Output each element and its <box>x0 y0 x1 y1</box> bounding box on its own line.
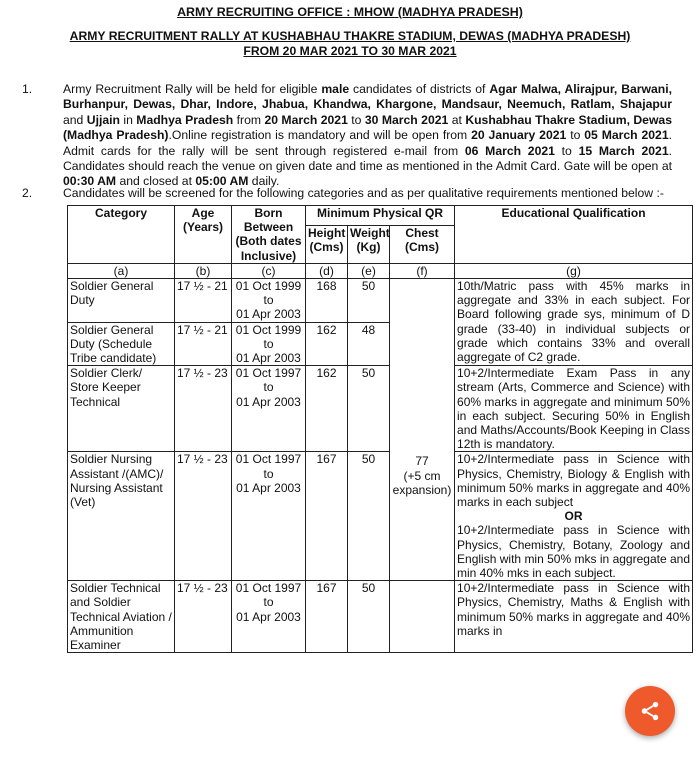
education-or: OR <box>564 509 583 524</box>
chest-cell-empty <box>390 581 455 653</box>
text-run: and <box>63 112 87 127</box>
height-cell: 162 <box>306 366 348 452</box>
born-until: 01 Apr 2003 <box>236 480 301 495</box>
category-cell: Soldier Clerk/ Store Keeper Technical <box>68 366 175 452</box>
column-letter-row <box>68 263 693 278</box>
share-icon <box>639 700 661 722</box>
table-row <box>68 366 693 452</box>
header-category: Category <box>68 206 175 264</box>
table-header-row <box>68 206 693 226</box>
chest-cell <box>390 279 455 581</box>
height-cell: 167 <box>306 452 348 581</box>
text-run: candidates of districts of <box>349 82 490 96</box>
text-bold: male <box>321 82 350 96</box>
height-cell: 167 <box>306 581 348 653</box>
born-until: 01 Apr 2003 <box>236 609 301 624</box>
text-run: . Admit cards for the rally will be sent through registered e-mail from <box>63 128 672 158</box>
header-weight: Weight (Kg) <box>348 225 390 263</box>
header-born: Born Between (Both dates Inclusive) <box>232 206 306 264</box>
text-bold: Ujjain <box>86 112 120 127</box>
text-run: .Online registration is mandatory and will be open from <box>168 128 472 143</box>
paragraph-number: 1. <box>22 82 33 96</box>
rally-venue-bold: Kushabhau Thakre Stadium, Dewas (Madhya Pradesh) <box>63 112 672 143</box>
rally-end-date: 30 March 2021 <box>364 112 449 127</box>
table-row <box>68 581 693 653</box>
age-cell: 17 ½ - 21 <box>175 322 232 366</box>
text-run: and closed at <box>116 174 196 189</box>
born-until: 01 Apr 2003 <box>236 351 301 366</box>
category-cell: Soldier Nursing Assistant /(AMC)/ Nursing Assistant (Vet) <box>68 452 175 581</box>
born-cell <box>232 452 306 581</box>
born-cell <box>232 279 306 323</box>
born-from: 01 Oct 1999 <box>235 322 302 337</box>
letter-cell: (d) <box>306 263 348 278</box>
text-run: Army Recruitment Rally will be held for eligible <box>63 82 322 96</box>
text-bold: Madhya Pradesh <box>136 112 234 127</box>
text-run: daily. <box>248 174 280 189</box>
age-cell: 17 ½ - 23 <box>175 452 232 581</box>
category-cell: Soldier General Duty (Schedule Tribe candidate) <box>68 322 175 366</box>
weight-cell: 50 <box>348 581 390 653</box>
born-to-word: to <box>263 380 274 395</box>
header-age: Age (Years) <box>175 206 232 264</box>
paragraph-1 <box>22 82 672 190</box>
letter-cell: (e) <box>348 263 390 278</box>
education-option-a: 10+2/Intermediate pass in Science with Physics, Chemistry, Biology & English with minimum 50% marks in aggregate and 40% marks in each subject <box>457 452 691 510</box>
gate-open-time: 00:30 AM <box>63 174 117 189</box>
born-from: 01 Oct 1997 <box>235 452 302 467</box>
letter-cell: (f) <box>390 263 455 278</box>
qualification-table <box>67 205 693 653</box>
header-min-physical: Minimum Physical QR <box>306 206 455 226</box>
weight-cell: 48 <box>348 322 390 366</box>
born-cell <box>232 366 306 452</box>
born-to-word: to <box>263 293 274 308</box>
header-chest: Chest (Cms) <box>390 225 455 263</box>
office-title: ARMY RECRUITING OFFICE : MHOW (MADHYA PRADESH) <box>177 5 523 19</box>
rally-start-date: 20 March 2021 <box>264 112 348 127</box>
text-run: . Candidates should reach the venue on given date and time as mentioned in the Admit Card. Gate will be open at <box>63 143 673 174</box>
paragraph-text <box>63 82 672 190</box>
category-cell: Soldier Technical and Soldier Technical Aviation / Ammunition Examiner <box>68 581 175 653</box>
rally-venue: ARMY RECRUITMENT RALLY AT KUSHABHAU THAKRE STADIUM, DEWAS (MADHYA PRADESH) <box>69 29 631 43</box>
height-cell: 168 <box>306 279 348 323</box>
height-cell: 162 <box>306 322 348 366</box>
born-from: 01 Oct 1997 <box>235 581 302 596</box>
born-cell <box>232 581 306 653</box>
text-run: from <box>233 112 265 127</box>
districts-list: Agar Malwa, Alirajpur, Barwani, Burhanpur, Dewas, Dhar, Indore, Jhabua, Khandwa, Khargone, Mandsaur, Neemuch, Ratlam, Shajapur <box>63 82 673 112</box>
letter-cell: (g) <box>455 263 693 278</box>
header-education: Educational Qualification <box>455 206 693 264</box>
letter-cell: (a) <box>68 263 175 278</box>
table-row <box>68 279 693 323</box>
education-cell: 10th/Matric pass with 45% marks in aggregate and 33% in each subject. For Board following grade sys, minimum of D grade (33-40) in individual subjects or grade which contains 33% and overall aggregate of C2 grade. <box>455 279 693 366</box>
chest-expansion: (+5 cm expansion) <box>392 468 452 497</box>
registration-open-date: 20 January 2021 <box>471 128 567 143</box>
share-button[interactable] <box>625 686 675 736</box>
paragraph-text: Candidates will be screened for the following categories and as per qualitative requirements mentioned below :- <box>63 186 664 200</box>
letter-cell: (b) <box>175 263 232 278</box>
education-option-b: 10+2/Intermediate pass in Science with Physics, Chemistry, Botany, Zoology and English with min 50% mks in aggregate and min 40% mks in each subject. <box>457 523 691 581</box>
text-run: to <box>347 112 365 127</box>
admit-card-end: 15 March 2021 <box>578 143 669 158</box>
born-until: 01 Apr 2003 <box>236 307 301 322</box>
born-to-word: to <box>263 466 274 481</box>
paragraph-2 <box>22 186 672 201</box>
born-to-word: to <box>263 595 274 610</box>
born-to-word: to <box>263 336 274 351</box>
registration-close-date: 05 March 2021 <box>584 128 669 143</box>
weight-cell: 50 <box>348 366 390 452</box>
weight-cell: 50 <box>348 452 390 581</box>
education-cell: 10+2/Intermediate Exam Pass in any stream (Arts, Commerce and Science) with 60% marks in aggregate and minimum 50% in each subject. Securing 50% in English and Maths/Accounts/Book Keeping in Class 12th is mandatory. <box>455 366 693 452</box>
weight-cell: 50 <box>348 279 390 323</box>
gate-close-time: 05:00 AM <box>195 174 249 189</box>
age-cell: 17 ½ - 23 <box>175 366 232 452</box>
text-run: in <box>119 112 137 127</box>
age-cell: 17 ½ - 21 <box>175 279 232 323</box>
education-cell <box>455 452 693 581</box>
text-run: at <box>448 112 466 127</box>
rally-title <box>0 29 700 59</box>
table-row <box>68 452 693 581</box>
chest-value: 77 <box>415 454 429 469</box>
text-run: to <box>566 128 585 143</box>
born-cell <box>232 322 306 366</box>
age-cell: 17 ½ - 23 <box>175 581 232 653</box>
category-cell: Soldier General Duty <box>68 279 175 323</box>
born-until: 01 Apr 2003 <box>236 394 301 409</box>
rally-dates: FROM 20 MAR 2021 TO 30 MAR 2021 <box>243 44 457 58</box>
paragraph-number: 2. <box>22 186 33 200</box>
header-height: Height (Cms) <box>306 225 348 263</box>
born-from: 01 Oct 1997 <box>235 366 302 381</box>
education-cell: 10+2/Intermediate pass in Science with Physics, Chemistry, Maths & English with minimum 50% marks in aggregate and 40% marks in <box>455 581 693 653</box>
text-run: to <box>554 143 579 158</box>
admit-card-start: 06 March 2021 <box>464 143 555 158</box>
letter-cell: (c) <box>232 263 306 278</box>
born-from: 01 Oct 1999 <box>235 279 302 294</box>
